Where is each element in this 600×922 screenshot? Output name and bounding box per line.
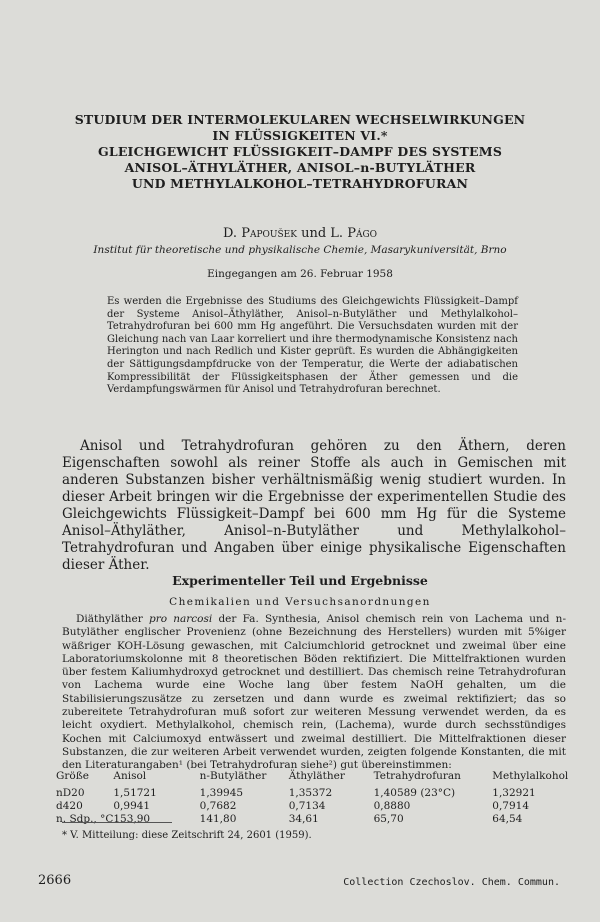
title-line-5: UND METHYLALKOHOL–TETRAHYDROFURAN	[131, 176, 469, 191]
table-cell: n. Sdp., °C	[56, 813, 114, 825]
subsection-heading: Chemikalien und Versuchsanordnungen	[169, 596, 431, 608]
table-header-cell: Methylalkohol	[492, 770, 569, 782]
table-row	[56, 813, 576, 826]
table-cell: 1,51721	[113, 787, 157, 799]
author-conjunction: und	[301, 226, 327, 241]
table-cell: 1,35372	[288, 787, 333, 799]
title-line-2: IN FLÜSSIGKEITEN VI.*	[212, 128, 388, 143]
body-text-start: Diäthyläther	[76, 613, 143, 625]
table-cell: 1,39945	[199, 787, 244, 799]
received-date: Eingegangen am 26. Februar 1958	[207, 268, 393, 280]
table-cell: 0,9941	[113, 800, 151, 812]
author-1-name: Papoušek	[241, 226, 297, 241]
author-2-name: Págo	[347, 226, 378, 241]
table-header-cell: n-Butyläther	[199, 770, 267, 782]
journal-name: Collection Czechoslov. Chem. Commun.	[343, 877, 560, 888]
table-cell: 1,32921	[492, 787, 536, 799]
table-header-row	[56, 770, 576, 787]
title-line-3: GLEICHGEWICHT FLÜSSIGKEIT–DAMPF DES SYSTEMS	[97, 144, 503, 159]
constants-table	[56, 770, 576, 826]
table-cell: 34,61	[288, 813, 319, 825]
table-header-cell: Größe	[56, 770, 89, 782]
table-header-cell: Tetrahydrofuran	[373, 770, 461, 782]
affiliation: Institut für theoretische und physikalische Chemie, Masarykuniversität, Brno	[93, 244, 507, 256]
author-1-initial: D.	[222, 226, 238, 241]
table-cell: 1,40589 (23°C)	[373, 787, 456, 799]
table-cell: 141,80	[199, 813, 237, 825]
table-cell: 0,7682	[199, 800, 237, 812]
section-heading: Experimenteller Teil und Ergebnisse	[172, 573, 428, 588]
table-row	[56, 787, 576, 800]
footnote-divider	[62, 822, 172, 823]
table-cell: 64,54	[492, 813, 523, 825]
table-row	[56, 800, 576, 813]
introduction-paragraph: Anisol und Tetrahydrofuran gehören zu den Äthern, deren Eigenschaften sowohl als reiner Stoffe als auch in Gemischen mit anderen Substanzen bisher verhältnismäßig wenig studiert wurden. In dieser Arbeit bringen wir die Ergebnisse der experimentellen Studie des Gleichgewichts Flüssigkeit–Dampf bei 600 mm Hg für die Systeme Anisol–Äthyläther, Anisol–n-Butyläther und Methylalkohol–Tetrahydrofuran und Angaben über einige physikalische Eigenschaften dieser Äther.	[62, 438, 566, 573]
page-number: 2666	[38, 873, 72, 888]
body-italic-term: pro narcosi	[149, 613, 213, 625]
abstract: Es werden die Ergebnisse des Studiums des Gleichgewichts Flüssigkeit–Dampf der Systeme Anisol–Äthyläther, Anisol–n-Butyläther und Methylalkohol–Tetrahydrofuran bei 600 mm Hg angeführt. Die Versuchsdaten wurden mit der Gleichung nach van Laar korreliert und ihre thermodynamische Konsistenz nach Herington und nach Redlich und Kister geprüft. Es wurden die Abhängigkeiten der Sättigungsdampfdrucke von der Temperatur, die Werte der adiabatischen Kompressibilität der Flüssigkeitsphasen der Äther gemessen und die Verdampfungswärmen für Anisol und Tetrahydrofuran berechnet.	[107, 296, 518, 396]
table-header-cell: Äthyläther	[288, 770, 345, 782]
title-line-4: ANISOL–ÄTHYLÄTHER, ANISOL–n-BUTYLÄTHER	[124, 160, 476, 175]
table-header-cell: Anisol	[113, 770, 147, 782]
paper-title	[40, 112, 560, 192]
body-text-rest: der Fa. Synthesia, Anisol chemisch rein von Lachema und n-Butyläther englischer Provenienz (ohne Bezeichnung des Herstellers) wurden mit 5%iger wäßriger KOH-Lösung gewaschen, mit Calciumchlorid getrocknet und zweimal über eine Laboratoriumskolonne mit 8 theoretischen Böden rektifiziert. Die Mittelfraktionen wurden über festem Kaliumhydroxyd getrocknet und destilliert. Das chemisch reine Tetrahydrofuran von Lachema wurde eine Woche lang über festem NaOH gehalten, um die Stabilisierungszusätze zu zersetzen und dann wurde es zweimal rektifiziert; das so zubereitete Tetrahydrofuran muß sofort zur weiteren Messung verwendet werden, da es leicht oxydiert. Methylalkohol, chemisch rein, (Lachema), wurde durch sechsstündiges Kochen mit Calciumoxyd entwässert und zweimal destilliert. Die Mittelfraktionen dieser Substanzen, die zur weiteren Arbeit verwendet wurden, zeigten folgende Konstanten, die mit den Literaturangaben¹ (bei Tetrahydrofuran siehe²) gut übereinstimmen:	[62, 613, 566, 772]
table-cell: 0,7914	[492, 800, 530, 812]
table-cell: 65,70	[373, 813, 404, 825]
footnote: * V. Mitteilung: diese Zeitschrift 24, 2601 (1959).	[62, 830, 312, 841]
author-line	[40, 226, 560, 241]
table-cell: 0,8880	[373, 800, 411, 812]
body-paragraph	[62, 613, 566, 773]
table-cell: 153,90	[113, 813, 151, 825]
title-line-1: STUDIUM DER INTERMOLEKULAREN WECHSELWIRKUNGEN	[74, 112, 526, 127]
author-2-initial: L.	[330, 226, 344, 241]
table-cell: 0,7134	[288, 800, 326, 812]
table-cell: d420	[56, 800, 83, 812]
table-cell: nD20	[56, 787, 85, 799]
